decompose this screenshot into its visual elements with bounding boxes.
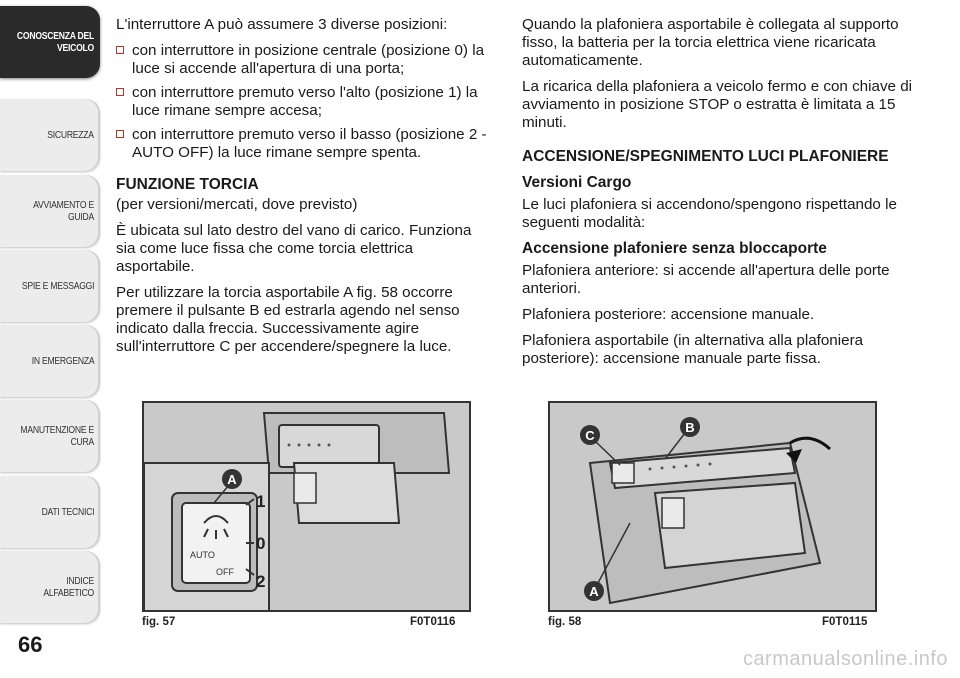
- list-item: con interruttore premuto verso l'alto (posizione 1) la luce rimane sempre accesa;: [116, 84, 494, 120]
- figure-57-caption: fig. 57: [142, 616, 176, 628]
- chapter-sidebar: [0, 0, 100, 678]
- subheading: Accensione plafoniere senza bloccaporte: [522, 240, 827, 257]
- figure-58-caption: fig. 58: [548, 616, 582, 628]
- torch-illustration: [550, 403, 875, 610]
- paragraph: Per utilizzare la torcia asportabile A fig. 58 occorre premere il pulsante B ed estrarla agendo nel senso indicato dalla freccia. Successivamente agire sull'interruttore C per accendere/spegnere la luce.: [116, 284, 460, 355]
- tab-dati-tecnici[interactable]: [0, 476, 100, 548]
- subheading: Versioni Cargo: [522, 174, 632, 191]
- tab-sicurezza[interactable]: [0, 99, 100, 171]
- paragraph: Plafoniera anteriore: si accende all'apertura delle porte anteriori.: [522, 262, 890, 297]
- paragraph: La ricarica della plafoniera a veicolo fermo e con chiave di avviamento in posizione STOP o estratta è limitata a 15 minuti.: [522, 78, 913, 131]
- list-item: con interruttore in posizione centrale (posizione 0) la luce si accende all'apertura di una porta;: [116, 42, 494, 78]
- tab-conoscenza-del-veicolo[interactable]: [0, 6, 100, 78]
- tab-label: AVVIAMENTO E GUIDA: [33, 199, 94, 223]
- figure-58-torch: [548, 401, 877, 612]
- callout-c: C: [585, 428, 595, 443]
- tab-avviamento-e-guida[interactable]: [0, 175, 100, 247]
- paragraph: Plafoniera asportabile (in alternativa alla plafoniera posteriore): accensione manuale parte fissa.: [522, 332, 864, 367]
- tab-label: SICUREZZA: [47, 129, 94, 141]
- position-2-label: 2: [256, 572, 266, 591]
- site-watermark: carmanualsonline.info: [742, 648, 948, 670]
- tab-label: INDICE ALFABETICO: [43, 575, 94, 599]
- paragraph: È ubicata sul lato destro del vano di carico. Funziona sia come luce fissa che come torcia elettrica asportabile.: [116, 222, 472, 275]
- tab-spie-e-messaggi[interactable]: [0, 250, 100, 322]
- off-label: OFF: [216, 567, 234, 577]
- left-column: [116, 16, 494, 364]
- switch-positions-list: [116, 42, 494, 162]
- tab-label: CONOSCENZA DEL VEICOLO: [16, 30, 94, 54]
- paragraph: Plafoniera posteriore: accensione manuale.: [522, 306, 815, 323]
- tab-in-emergenza[interactable]: [0, 325, 100, 397]
- callout-a: A: [227, 472, 237, 487]
- figure-58-code: F0T0115: [822, 616, 868, 628]
- auto-label: AUTO: [190, 550, 215, 560]
- figure-57-code: F0T0116: [410, 616, 456, 628]
- position-0-label: 0: [256, 534, 266, 553]
- intro-text: L'interruttore A può assumere 3 diverse posizioni:: [116, 16, 448, 33]
- tab-manutenzione-e-cura[interactable]: [0, 400, 100, 472]
- paragraph: Quando la plafoniera asportabile è collegata al supporto fisso, la batteria per la torcia elettrica viene ricaricata automaticamente.: [522, 16, 899, 69]
- section-heading: FUNZIONE TORCIA: [116, 176, 259, 193]
- list-item: con interruttore premuto verso il basso (posizione 2 - AUTO OFF) la luce rimane sempre spenta.: [116, 126, 494, 162]
- position-1-label: 1: [256, 492, 266, 511]
- tab-label: MANUTENZIONE E CURA: [20, 424, 95, 448]
- section-heading: ACCENSIONE/SPEGNIMENTO LUCI PLAFONIERE: [522, 148, 889, 165]
- section-subheading: (per versioni/mercati, dove previsto): [116, 196, 358, 213]
- callout-a: A: [589, 584, 599, 599]
- figure-57-switch: [142, 401, 471, 612]
- page-number: 66: [18, 632, 43, 657]
- tab-label: SPIE E MESSAGGI: [21, 280, 94, 292]
- callout-b: B: [685, 420, 695, 435]
- paragraph: Le luci plafoniera si accendono/spengono rispettando le seguenti modalità:: [522, 196, 897, 231]
- tab-label: IN EMERGENZA: [31, 355, 94, 367]
- tab-label: DATI TECNICI: [41, 506, 94, 518]
- right-column: [522, 16, 914, 376]
- switch-illustration: [144, 403, 469, 610]
- tab-indice-alfabetico[interactable]: [0, 551, 100, 623]
